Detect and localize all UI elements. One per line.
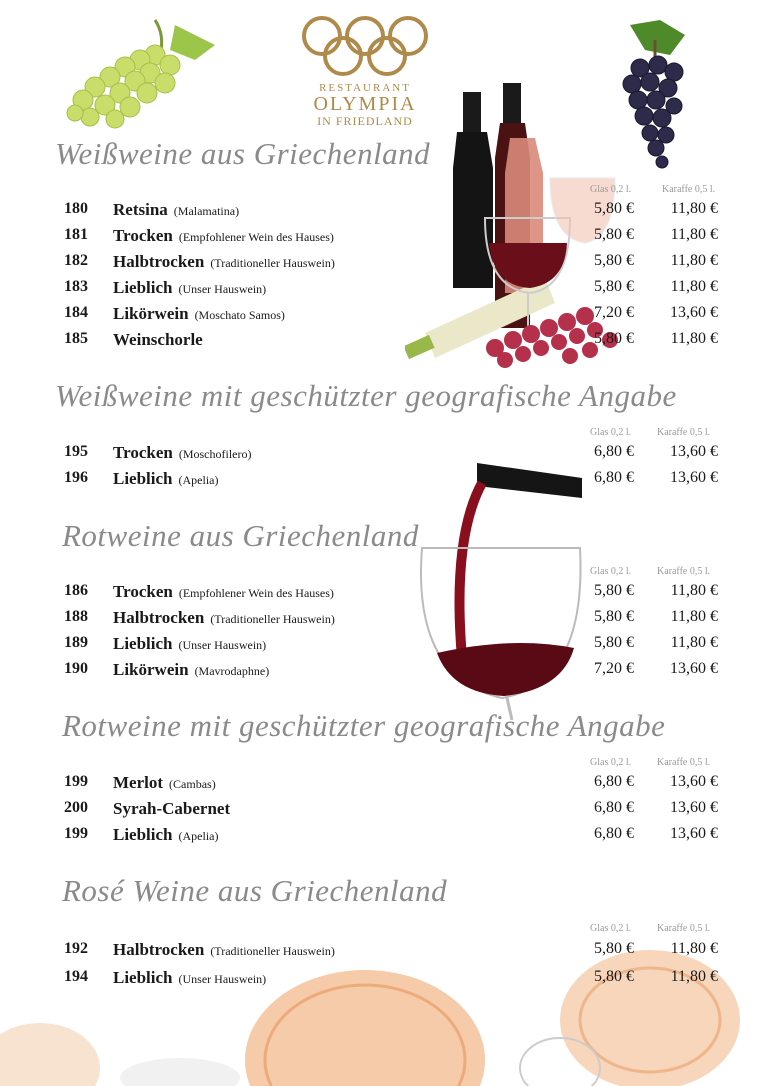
item-number: 190 [64, 660, 88, 677]
olympic-rings-icon [295, 14, 435, 80]
item-number: 195 [64, 443, 88, 460]
price-carafe: 13,60 € [670, 660, 718, 677]
item-name: Lieblich (Unser Hauswein) [113, 634, 267, 653]
price-carafe: 11,80 € [670, 278, 718, 295]
menu-row [0, 443, 768, 467]
menu-row [0, 608, 768, 632]
item-number: 192 [64, 940, 88, 957]
menu-row [0, 660, 768, 684]
item-number: 189 [64, 634, 88, 651]
menu-row [0, 200, 768, 224]
price-glass: 5,80 € [594, 940, 634, 957]
section-heading-weissweine: Weißweine aus Griechenland [55, 136, 431, 171]
price-glass: 5,80 € [594, 582, 634, 599]
price-carafe: 11,80 € [670, 608, 718, 625]
price-carafe: 11,80 € [670, 252, 718, 269]
item-number: 180 [64, 200, 88, 217]
price-glass: 5,80 € [594, 278, 634, 295]
price-carafe: 11,80 € [670, 226, 718, 243]
item-name: Lieblich (Apelia) [113, 825, 219, 844]
col-karaffe-header: Karaffe 0,5 l. [657, 923, 711, 934]
item-name: Syrah-Cabernet [113, 799, 231, 818]
menu-row [0, 634, 768, 658]
menu-row [0, 582, 768, 606]
price-carafe: 13,60 € [670, 469, 718, 486]
section-heading-rotweine: Rotweine aus Griechenland [62, 518, 419, 553]
price-carafe: 11,80 € [670, 968, 718, 985]
menu-row [0, 825, 768, 849]
item-number: 194 [64, 968, 88, 985]
price-carafe: 13,60 € [670, 799, 718, 816]
menu-row [0, 330, 768, 354]
item-name: Retsina (Malamatina) [113, 200, 240, 219]
price-glass: 5,80 € [594, 252, 634, 269]
price-glass: 7,20 € [594, 660, 634, 677]
price-glass: 7,20 € [594, 304, 634, 321]
item-description: (Traditioneller Hauswein) [210, 256, 335, 270]
col-glas-header: Glas 0,2 l. [590, 923, 632, 934]
menu-row [0, 799, 768, 823]
price-carafe: 13,60 € [670, 443, 718, 460]
menu-row [0, 773, 768, 797]
item-description: (Traditioneller Hauswein) [210, 612, 335, 626]
item-description: (Unser Hauswein) [178, 282, 267, 296]
price-carafe: 13,60 € [670, 825, 718, 842]
section-heading-rose: Rosé Weine aus Griechenland [62, 873, 448, 908]
price-glass: 5,80 € [594, 608, 634, 625]
item-number: 196 [64, 469, 88, 486]
item-number: 188 [64, 608, 88, 625]
item-number: 200 [64, 799, 88, 816]
price-carafe: 13,60 € [670, 773, 718, 790]
section-heading-rotweine-gga: Rotweine mit geschützter geografische Angabe [62, 708, 666, 743]
item-name: Weinschorle [113, 330, 203, 349]
item-name: Trocken (Empfohlener Wein des Hauses) [113, 226, 334, 245]
price-glass: 6,80 € [594, 469, 634, 486]
price-carafe: 11,80 € [670, 634, 718, 651]
item-name: Lieblich (Apelia) [113, 469, 219, 488]
price-glass: 6,80 € [594, 773, 634, 790]
item-description: (Unser Hauswein) [178, 638, 267, 652]
item-name: Halbtrocken (Traditioneller Hauswein) [113, 252, 335, 271]
item-name: Halbtrocken (Traditioneller Hauswein) [113, 940, 335, 959]
green-grapes-icon [55, 15, 220, 130]
col-glas-header: Glas 0,2 l. [590, 427, 632, 438]
menu-row [0, 968, 768, 992]
item-number: 182 [64, 252, 88, 269]
item-number: 185 [64, 330, 88, 347]
item-description: (Traditioneller Hauswein) [210, 944, 335, 958]
item-number: 186 [64, 582, 88, 599]
price-glass: 6,80 € [594, 799, 634, 816]
col-glas-header: Glas 0,2 l. [590, 757, 632, 768]
col-glas-header: Glas 0,2 l. [590, 184, 632, 195]
logo-line-2: OLYMPIA [313, 93, 417, 115]
menu-row [0, 252, 768, 276]
item-name: Likörwein (Mavrodaphne) [113, 660, 270, 679]
item-description: (Apelia) [178, 829, 219, 843]
menu-row [0, 278, 768, 302]
menu-row [0, 304, 768, 328]
price-glass: 5,80 € [594, 968, 634, 985]
item-name: Trocken (Empfohlener Wein des Hauses) [113, 582, 334, 601]
item-description: (Unser Hauswein) [178, 972, 267, 986]
item-name: Likörwein (Moschato Samos) [113, 304, 285, 323]
item-number: 199 [64, 773, 88, 790]
item-number: 181 [64, 226, 88, 243]
price-carafe: 11,80 € [670, 200, 718, 217]
logo-line-1: RESTAURANT [319, 82, 411, 94]
price-glass: 6,80 € [594, 825, 634, 842]
section-heading-weissweine-gga: Weißweine mit geschützter geografische Angabe [55, 378, 677, 413]
price-carafe: 11,80 € [670, 330, 718, 347]
price-carafe: 13,60 € [670, 304, 718, 321]
price-glass: 5,80 € [594, 330, 634, 347]
col-karaffe-header: Karaffe 0,5 l. [662, 184, 716, 195]
item-description: (Moschato Samos) [194, 308, 285, 322]
logo-line-3: IN FRIEDLAND [317, 114, 413, 128]
item-name: Lieblich (Unser Hauswein) [113, 278, 267, 297]
item-name: Halbtrocken (Traditioneller Hauswein) [113, 608, 335, 627]
item-description: (Apelia) [178, 473, 219, 487]
item-name: Merlot (Cambas) [113, 773, 216, 792]
item-number: 183 [64, 278, 88, 295]
item-number: 199 [64, 825, 88, 842]
item-number: 184 [64, 304, 88, 321]
price-carafe: 11,80 € [670, 582, 718, 599]
price-glass: 5,80 € [594, 634, 634, 651]
item-description: (Malamatina) [173, 204, 240, 218]
item-name: Lieblich (Unser Hauswein) [113, 968, 267, 987]
col-karaffe-header: Karaffe 0,5 l. [657, 757, 711, 768]
item-description: (Moschofilero) [178, 447, 252, 461]
price-glass: 5,80 € [594, 200, 634, 217]
price-carafe: 11,80 € [670, 940, 718, 957]
price-glass: 6,80 € [594, 443, 634, 460]
item-description: (Empfohlener Wein des Hauses) [178, 586, 334, 600]
menu-row [0, 940, 768, 964]
item-description: (Empfohlener Wein des Hauses) [178, 230, 334, 244]
col-karaffe-header: Karaffe 0,5 l. [657, 427, 711, 438]
price-glass: 5,80 € [594, 226, 634, 243]
item-name: Trocken (Moschofilero) [113, 443, 252, 462]
col-glas-header: Glas 0,2 l. [590, 566, 632, 577]
item-description: (Mavrodaphne) [194, 664, 270, 678]
col-karaffe-header: Karaffe 0,5 l. [657, 566, 711, 577]
menu-row [0, 226, 768, 250]
menu-row [0, 469, 768, 493]
item-description: (Cambas) [169, 777, 216, 791]
